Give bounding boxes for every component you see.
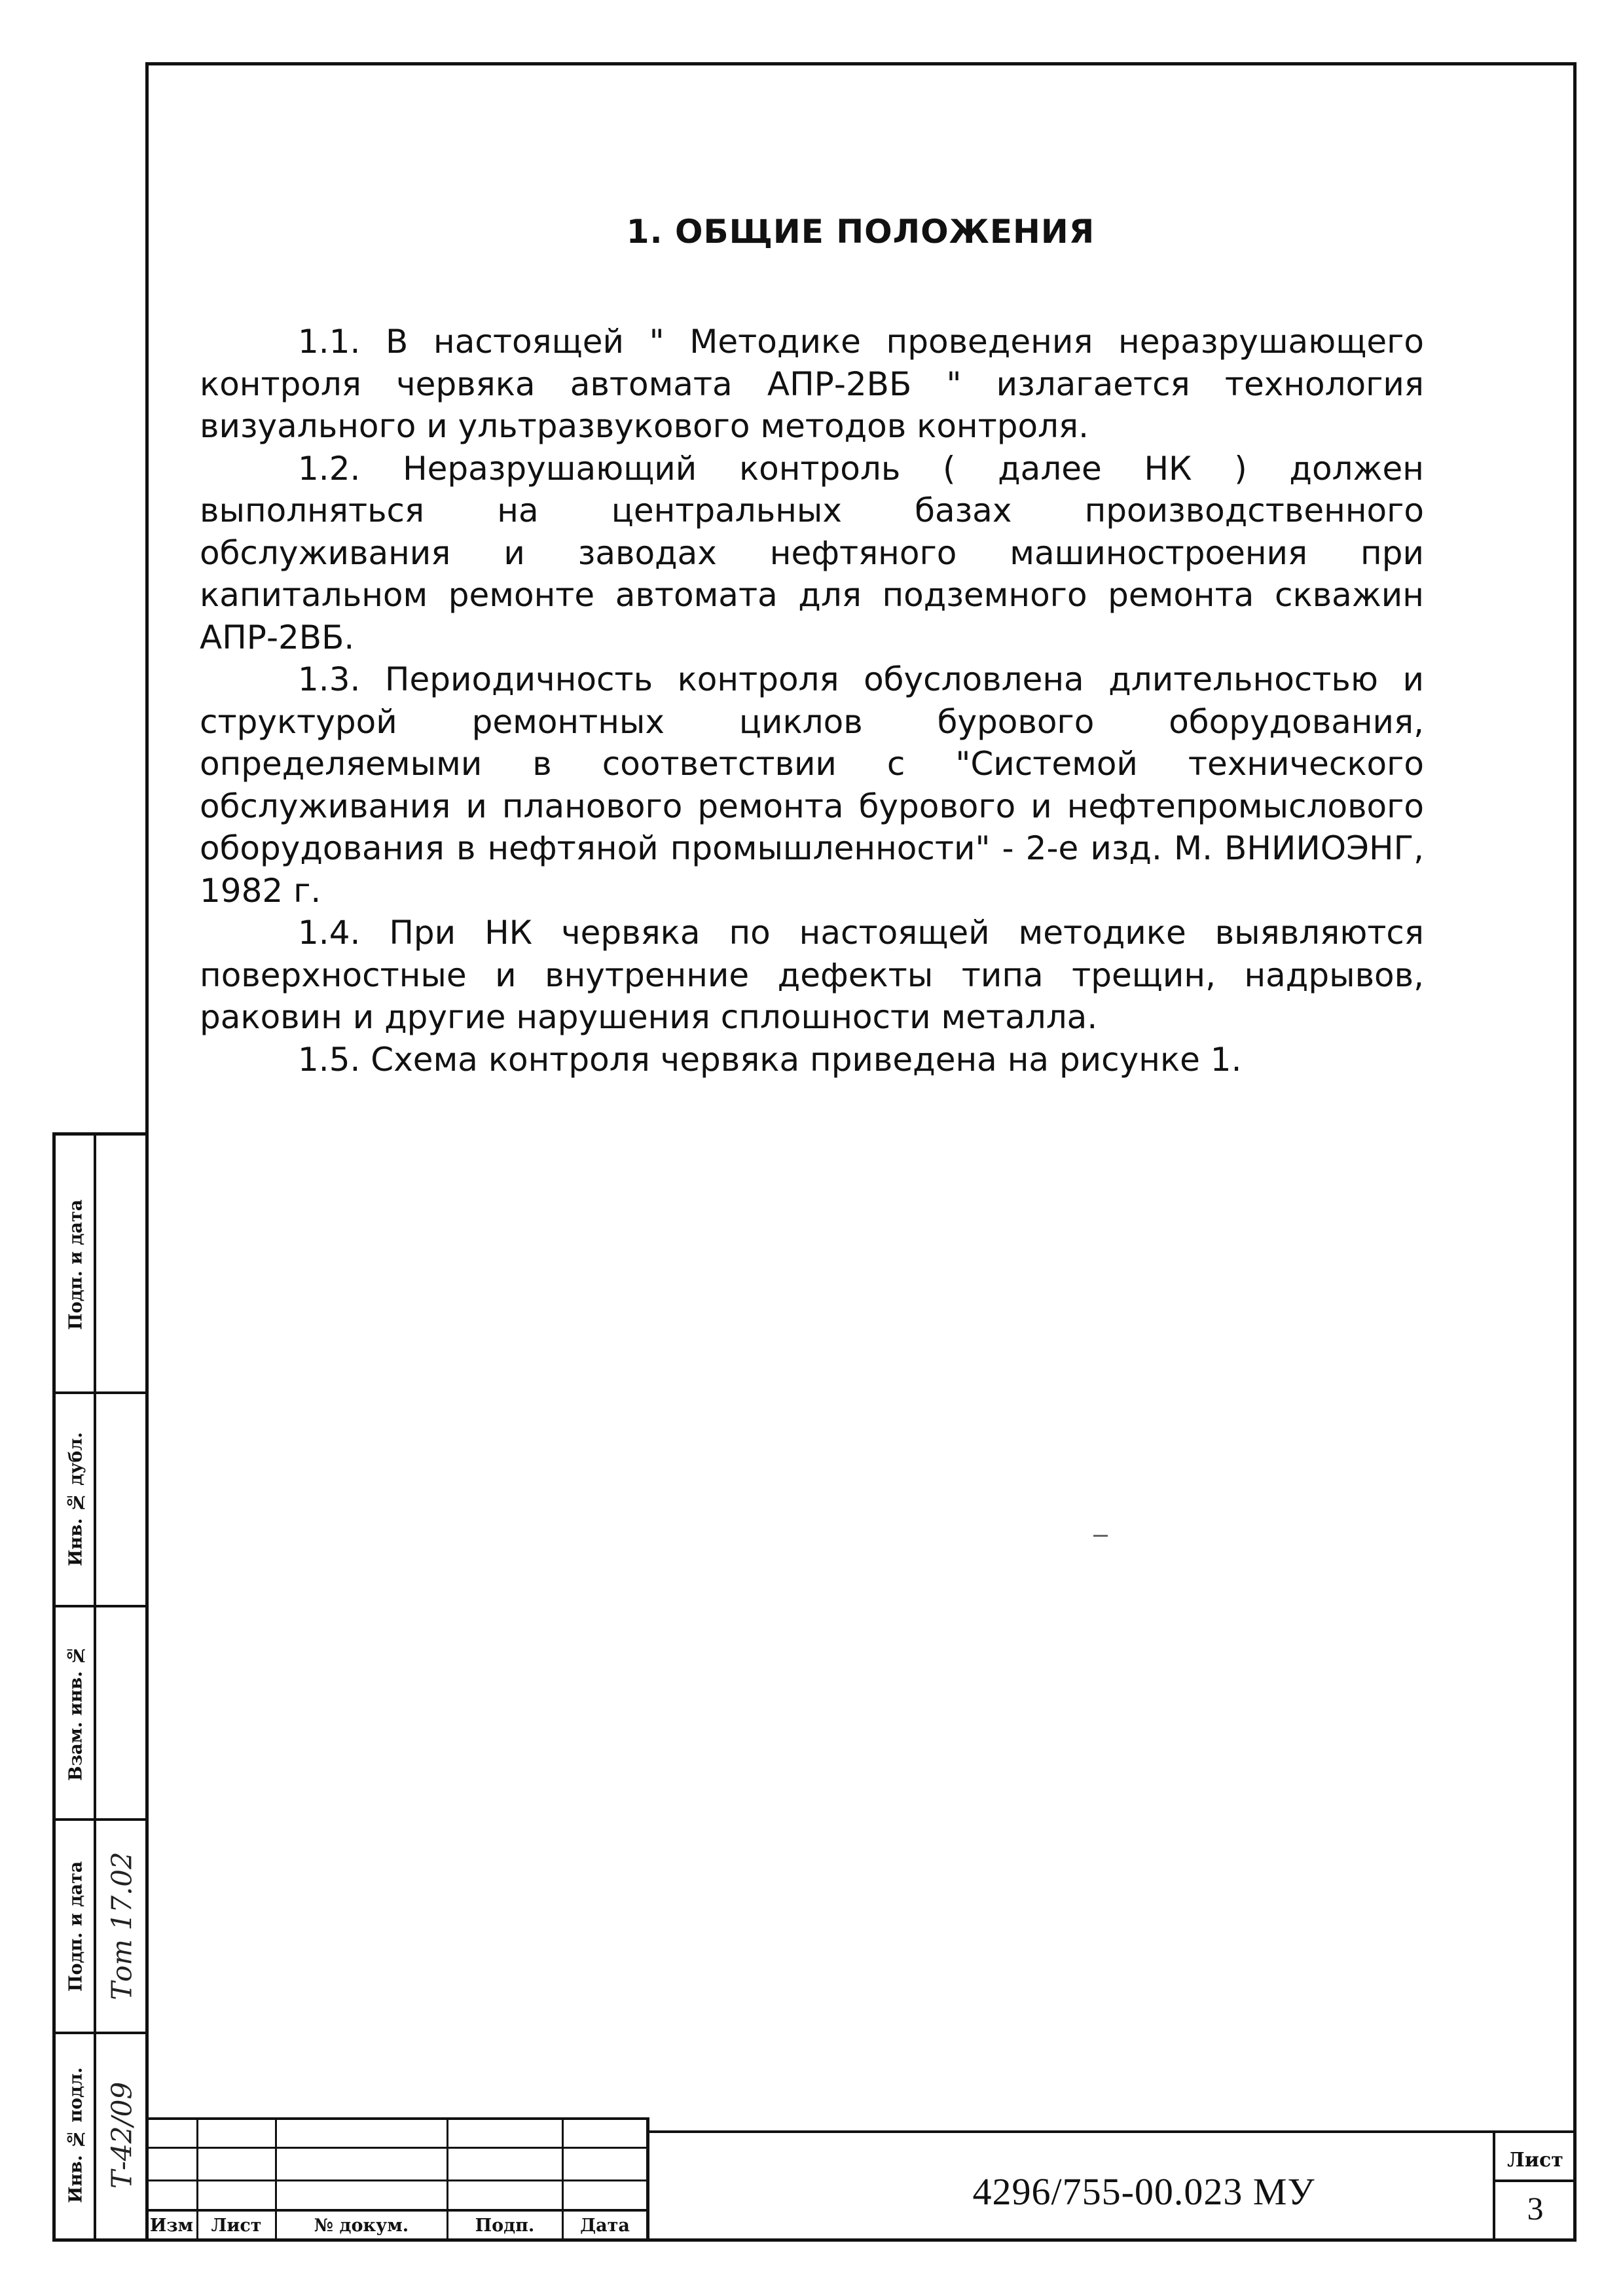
- side-value-replace-inv: [96, 1605, 147, 1821]
- side-label-sign-date-2: Подп. и дата: [65, 1861, 86, 1992]
- stamp-col-doc-number: № докум.: [314, 2215, 409, 2236]
- stamp-col-signature: Подп.: [475, 2215, 535, 2236]
- bottom-stamp: [145, 2117, 1577, 2242]
- stamp-hline-top: [145, 2117, 648, 2120]
- stamp-col-change: Изм: [149, 2215, 194, 2236]
- paragraph-1-1: 1.1. В настоящей " Методике проведения неразрушающего контроля червяка автомата АПР-2ВБ " излагается технология визуального и ультразвукового методов контроля.: [200, 323, 1424, 445]
- stamp-hline-sheet: [1494, 2179, 1577, 2182]
- paragraph-1-4: 1.4. При НК червяка по настоящей методике выявляются поверхностные и внутренние дефекты типа трещин, надрывов, раковин и другие нарушения сплошности металла.: [200, 914, 1424, 1036]
- paragraph-1-3: 1.3. Периодичность контроля обусловлена длительностью и структурой ремонтных циклов бурового оборудования, определяемыми в соответствии с "Системой технического обслуживания и планового ремонта бурового и нефтепромыслового оборудования в нефтяной промышленности" - 2-е изд. М. ВНИИОЭНГ, 1982 г.: [200, 660, 1424, 910]
- stamp-hline-row3: [145, 2209, 648, 2212]
- body-text: [200, 321, 1424, 1081]
- paragraph-1-2: 1.2. Неразрушающий контроль ( далее НК ) должен выполняться на центральных базах производственного обслуживания и заводах нефтяного машиностроения при капитальном ремонте автомата для подземного ремонта скважин АПР-2ВБ.: [200, 449, 1424, 656]
- stamp-col-date: Дата: [580, 2215, 630, 2236]
- side-value-orig-inv: Т-42/09: [105, 2081, 138, 2189]
- side-label-replace-inv: Взам. инв. №: [65, 1644, 86, 1782]
- side-value-sign-date-1: [96, 1136, 147, 1394]
- side-value-signature: Тот 17.02: [105, 1852, 138, 2001]
- stamp-hline-row1: [145, 2147, 648, 2149]
- sheet-label: Лист: [1507, 2149, 1563, 2172]
- side-stamp: [52, 1132, 149, 2242]
- section-title: 1. ОБЩИЕ ПОЛОЖЕНИЯ: [626, 213, 1095, 251]
- document-code: 4296/755-00.023 МУ: [972, 2170, 1315, 2213]
- side-label-dup-inv: Инв. № дубл.: [65, 1432, 86, 1567]
- stamp-hline-row2: [145, 2179, 648, 2181]
- stamp-hline-main: [648, 2130, 1577, 2133]
- side-value-dup-inv: [96, 1391, 147, 1607]
- side-label-orig-inv: Инв. № подл.: [65, 2067, 86, 2203]
- scan-speck: [1093, 1535, 1108, 1537]
- sheet-number: 3: [1527, 2190, 1544, 2227]
- stamp-col-sheet: Лист: [211, 2215, 262, 2236]
- side-label-sign-date-1: Подп. и дата: [65, 1199, 86, 1331]
- paragraph-1-5: 1.5. Схема контроля червяка приведена на рисунке 1.: [298, 1040, 1242, 1079]
